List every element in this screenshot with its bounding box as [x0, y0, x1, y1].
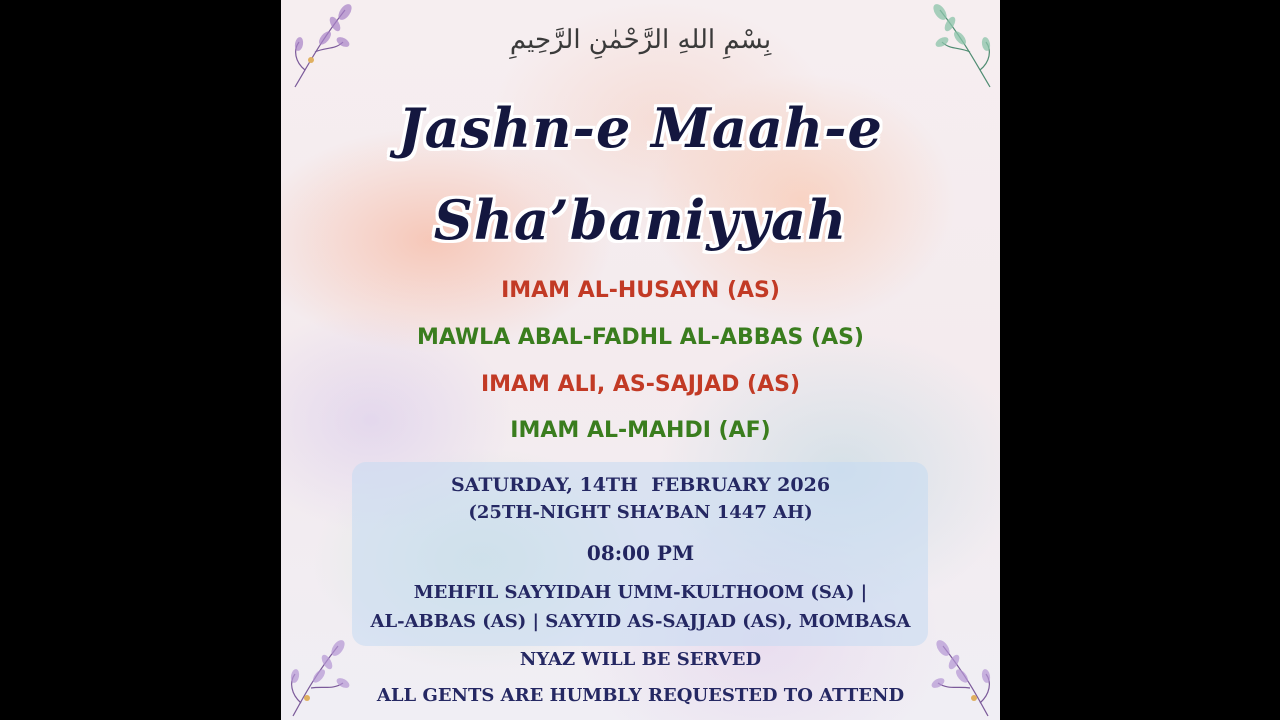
honoree-imam-husayn: IMAM AL-HUSAYN (AS): [501, 278, 780, 303]
honoree-sajjad: IMAM ALI, AS-SAJJAD (AS): [480, 372, 801, 397]
honoree-mahdi: IMAM AL-MAHDI (AF): [510, 418, 771, 443]
bismillah-calligraphy: بِسْمِ اللهِ الرَّحْمٰنِ الرَّحِيمِ: [509, 25, 772, 55]
event-time: 08:00 PM: [586, 541, 695, 565]
event-title-line-1: Jashn-e Maah-e: [398, 96, 883, 160]
event-venue-line-2: AL-ABBAS (AS) | SAYYID AS-SAJJAD (AS), MOMBASA: [370, 611, 911, 632]
event-poster: [281, 0, 1000, 720]
honoree-abbas: MAWLA ABAL-FADHL AL-ABBAS (AS): [416, 325, 864, 350]
nyaz-notice: NYAZ WILL BE SERVED: [519, 649, 762, 670]
attendance-request: ALL GENTS ARE HUMBLY REQUESTED TO ATTEND: [376, 685, 905, 706]
event-date: SATURDAY, 14TH FEBRUARY 2026: [450, 474, 831, 496]
event-venue-line-1: MEHFIL SAYYIDAH UMM-KULTHOOM (SA) |: [413, 582, 868, 603]
event-hijri-date: (25TH-NIGHT SHA’BAN 1447 AH): [468, 502, 813, 523]
event-title-line-2: Sha’baniyyah: [433, 188, 848, 252]
